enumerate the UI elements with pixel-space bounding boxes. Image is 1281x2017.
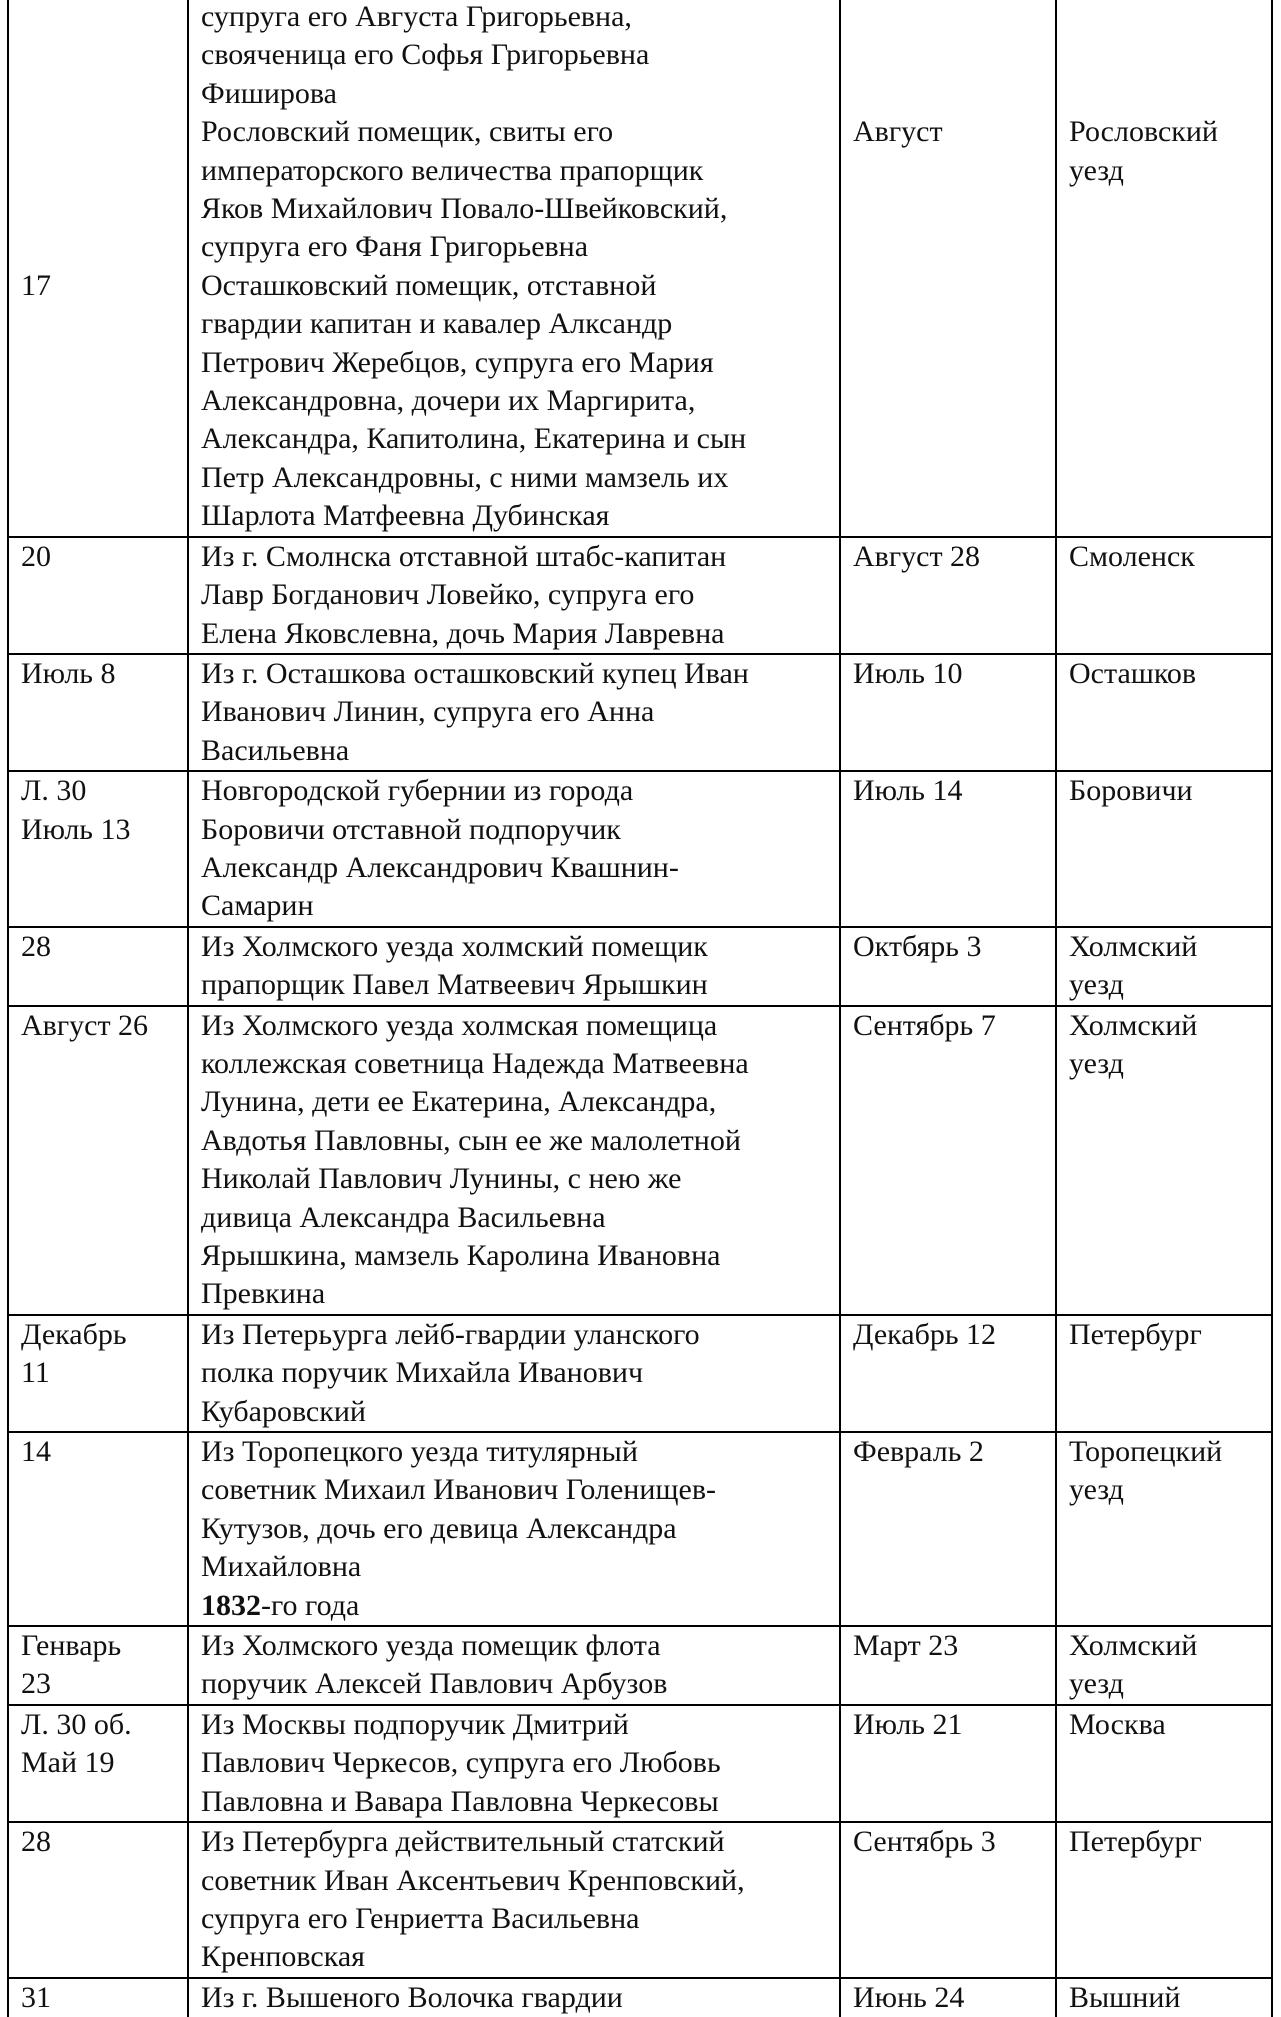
destination-cell: [1056, 654, 1272, 771]
traveller-description-line: Авдотья Павловны, сын ее же малолетной: [201, 1123, 741, 1157]
entry-date-line: Август 26: [21, 1008, 149, 1042]
traveller-description-line: Николай Павлович Лунины, с нею же: [201, 1162, 682, 1196]
traveller-description-line: Из г. Смолнска отставной штабс-капитан: [201, 539, 727, 573]
traveller-description-line: Рословский помещик, свиты его: [201, 115, 614, 149]
entry-date-cell: [8, 1432, 188, 1587]
traveller-description-line: советник Михаил Иванович Голенищев-: [201, 1473, 716, 1507]
traveller-description-line: Иванович Линин, супруга его Анна: [201, 695, 655, 729]
traveller-description-line: Кутузов, дочь его девица Александра: [201, 1511, 677, 1545]
destination-line: Вышний: [1069, 1980, 1181, 2014]
departure-date-cell: [840, 1315, 1056, 1432]
traveller-description-line: Яков Михайлович Повало-Швейковский,: [201, 192, 728, 226]
traveller-description-line: полка поручик Михайла Иванович: [201, 1356, 644, 1390]
traveller-description-cell: [188, 1432, 840, 1587]
traveller-description-line: Самарин: [201, 889, 314, 923]
destination-cell: [1056, 1822, 1272, 1978]
traveller-description-cell: [188, 267, 840, 537]
traveller-description-line: свояченица его Софья Григорьевна: [201, 38, 650, 72]
traveller-description-line: Лунина, дети ее Екатерина, Александра,: [201, 1085, 717, 1119]
traveller-description-line: Из г. Вышеного Волочка гвардии: [201, 1980, 623, 2014]
traveller-description-line: Осташковский помещик, отставной: [201, 268, 657, 302]
entry-date-line: Л. 30 об.: [21, 1707, 132, 1741]
traveller-description-line: супруга его Генриетта Васильевна: [201, 1901, 640, 1935]
table-row: [8, 1432, 1272, 1587]
traveller-description-line: советник Иван Аксентьевич Кренповский,: [201, 1863, 745, 1897]
entry-date-line: Июль 13: [21, 812, 131, 846]
traveller-description-cell: [188, 0, 840, 113]
departure-date-line: Март 23: [853, 1629, 959, 1663]
destination-line: уезд: [1069, 1473, 1124, 1507]
traveller-description-line: Из Холмского уезда холмская помещица: [201, 1008, 718, 1042]
traveller-description-line: Александровна, дочери их Маргирита,: [201, 384, 696, 418]
traveller-description-line: Превкина: [201, 1277, 326, 1311]
traveller-description-cell: [188, 537, 840, 654]
entry-date-line: 31: [21, 1980, 51, 2014]
entry-date-cell: [8, 1006, 188, 1315]
destination-line: Осташков: [1069, 656, 1197, 690]
traveller-description-line: прапорщик Павел Матвеевич Ярышкин: [201, 968, 708, 1002]
entry-date-line: Генварь: [21, 1629, 122, 1663]
traveller-description-line: коллежская советница Надежда Матвеевна: [201, 1046, 749, 1080]
traveller-description-line: Из Петерьурга лейб-гвардии уланского: [201, 1317, 700, 1351]
traveller-description-line: Кренповская: [201, 1940, 365, 1974]
destination-line: Холмский: [1069, 929, 1198, 963]
destination-line: Холмский: [1069, 1629, 1198, 1663]
destination-cell: [1056, 113, 1272, 267]
departure-date-cell: [840, 0, 1056, 113]
year-suffix: -го года: [261, 1588, 360, 1622]
traveller-description-line: Петр Александровны, с ними мамзель их: [201, 460, 729, 494]
destination-line: Рословский: [1069, 115, 1218, 149]
traveller-description-line: Васильевна: [201, 733, 350, 767]
traveller-description-cell: [188, 1978, 840, 2017]
register-body: [8, 0, 1272, 2017]
entry-date-line: 20: [21, 539, 51, 573]
year-number: 1832: [201, 1588, 261, 1622]
table-row: [8, 1822, 1272, 1978]
table-row: [8, 1705, 1272, 1822]
departure-date-cell: [840, 1432, 1056, 1587]
destination-cell: [1056, 1315, 1272, 1432]
destination-line: уезд: [1069, 153, 1124, 187]
traveller-description-cell: [188, 1315, 840, 1432]
entry-date-line: 28: [21, 929, 51, 963]
entry-date-cell: [8, 267, 188, 537]
departure-date-line: Февраль 2: [853, 1435, 984, 1469]
departure-date-cell: [840, 927, 1056, 1006]
destination-line: уезд: [1069, 1667, 1124, 1701]
traveller-description-line: гвардии капитан и кавалер Алксандр: [201, 307, 673, 341]
traveller-description-line: Павлович Черкесов, супруга его Любовь: [201, 1746, 721, 1780]
table-row: [8, 654, 1272, 771]
traveller-description-line: Елена Яковслевна, дочь Мария Лавревна: [201, 616, 725, 650]
traveller-description-cell: [188, 927, 840, 1006]
traveller-description-line: императорского величества прапорщик: [201, 153, 704, 187]
traveller-description-line: Ярышкина, мамзель Каролина Ивановна: [201, 1239, 721, 1272]
traveller-description-line: Шарлота Матфеевна Дубинская: [201, 499, 610, 533]
table-row: [8, 1978, 1272, 2017]
entry-date-line: Июль 8: [21, 656, 116, 690]
year-heading: [201, 1587, 831, 1625]
traveller-description-line: Александр Александрович Квашнин-: [201, 850, 679, 884]
destination-line: Москва: [1069, 1707, 1166, 1741]
destination-line: Смоленск: [1069, 539, 1195, 573]
departure-date-line: Июль 10: [853, 656, 963, 690]
traveller-description-line: Из Холмского уезда холмский помещик: [201, 929, 708, 963]
entry-date-line: 17: [21, 268, 51, 302]
departure-date-cell: [840, 1822, 1056, 1978]
table-row: [8, 0, 1272, 113]
entry-date-cell: [8, 1978, 188, 2017]
entry-date-cell: [8, 654, 188, 771]
travel-register-table: [7, 0, 1273, 2017]
traveller-description-line: Павловна и Вавара Павловна Черкесовы: [201, 1784, 719, 1818]
destination-cell: [1056, 267, 1272, 537]
destination-line: уезд: [1069, 968, 1124, 1002]
traveller-description-line: Фиширова: [201, 76, 337, 110]
traveller-description-cell: [188, 1822, 840, 1978]
table-row: [8, 1626, 1272, 1705]
table-row: [8, 927, 1272, 1006]
entry-date-line: 23: [21, 1667, 51, 1701]
destination-cell: [1056, 1432, 1272, 1587]
departure-date-cell: [840, 1587, 1056, 1626]
entry-date-line: 11: [21, 1356, 50, 1390]
entry-date-line: Декабрь: [21, 1317, 127, 1351]
entry-date-cell: [8, 771, 188, 927]
departure-date-cell: [840, 267, 1056, 537]
traveller-description-line: Из Москвы подпоручик Дмитрий: [201, 1707, 629, 1741]
entry-date-line: Май 19: [21, 1746, 115, 1780]
destination-line: уезд: [1069, 1046, 1124, 1080]
entry-date-cell: [8, 537, 188, 654]
destination-line: Петербург: [1069, 1317, 1202, 1351]
traveller-description-line: Петрович Жеребцов, супруга его Мария: [201, 345, 714, 379]
departure-date-line: Август 28: [853, 539, 981, 573]
departure-date-cell: [840, 771, 1056, 927]
traveller-description-line: поручик Алексей Павлович Арбузов: [201, 1667, 668, 1701]
destination-line: Торопецкий: [1069, 1435, 1223, 1469]
traveller-description-line: Из г. Осташкова осташковский купец Иван: [201, 656, 749, 690]
destination-line: Боровичи: [1069, 774, 1193, 808]
entry-date-cell: [8, 1587, 188, 1626]
traveller-description-cell: [188, 1587, 840, 1626]
entry-date-cell: [8, 1315, 188, 1432]
table-row: [8, 771, 1272, 927]
entry-date-line: 14: [21, 1435, 51, 1469]
departure-date-line: Июль 14: [853, 774, 963, 808]
departure-date-cell: [840, 654, 1056, 771]
departure-date-cell: [840, 1705, 1056, 1822]
departure-date-line: Сентябрь 3: [853, 1825, 996, 1859]
destination-cell: [1056, 1978, 1272, 2017]
traveller-description-line: Из Торопецкого уезда титулярный: [201, 1435, 638, 1469]
destination-line: Петербург: [1069, 1825, 1202, 1859]
departure-date-cell: [840, 537, 1056, 654]
entry-date-cell: [8, 927, 188, 1006]
destination-line: Холмский: [1069, 1008, 1198, 1042]
departure-date-cell: [840, 1626, 1056, 1705]
table-row: [8, 267, 1272, 537]
entry-date-line: 28: [21, 1825, 51, 1859]
traveller-description-line: Боровичи отставной подпоручик: [201, 812, 621, 846]
traveller-description-cell: [188, 113, 840, 267]
traveller-description-line: Новгородской губернии из города: [201, 774, 634, 808]
traveller-description-line: Кубаровский: [201, 1394, 366, 1428]
table-row: [8, 1587, 1272, 1626]
destination-cell: [1056, 1006, 1272, 1315]
departure-date-line: Август: [853, 115, 943, 149]
traveller-description-line: Михайловна: [201, 1550, 362, 1584]
destination-cell: [1056, 1587, 1272, 1626]
traveller-description-cell: [188, 654, 840, 771]
departure-date-cell: [840, 1006, 1056, 1315]
traveller-description-cell: [188, 1705, 840, 1822]
entry-date-line: Л. 30: [21, 774, 87, 808]
departure-date-cell: [840, 1978, 1056, 2017]
departure-date-cell: [840, 113, 1056, 267]
traveller-description-line: супруга его Фаня Григорьевна: [201, 230, 589, 264]
destination-cell: [1056, 0, 1272, 113]
destination-cell: [1056, 1705, 1272, 1822]
departure-date-line: Декабрь 12: [853, 1317, 997, 1351]
entry-date-cell: [8, 113, 188, 267]
traveller-description-cell: [188, 1626, 840, 1705]
traveller-description-cell: [188, 1006, 840, 1315]
table-row: [8, 1315, 1272, 1432]
table-row: [8, 113, 1272, 267]
table-row: [8, 537, 1272, 654]
entry-date-cell: [8, 1626, 188, 1705]
departure-date-line: Июнь 24: [853, 1980, 965, 2014]
entry-date-cell: [8, 0, 188, 113]
destination-cell: [1056, 927, 1272, 1006]
traveller-description-line: Из Холмского уезда помещик флота: [201, 1629, 661, 1663]
traveller-description-line: Лавр Богданович Ловейко, супруга его: [201, 578, 695, 612]
traveller-description-line: супруга его Августа Григорьевна,: [201, 0, 632, 33]
traveller-description-line: дивица Александра Васильевна: [201, 1200, 606, 1234]
destination-cell: [1056, 771, 1272, 927]
destination-cell: [1056, 537, 1272, 654]
entry-date-cell: [8, 1705, 188, 1822]
departure-date-line: Сентябрь 7: [853, 1008, 996, 1042]
departure-date-line: Июль 21: [853, 1707, 963, 1741]
departure-date-line: Октбярь 3: [853, 929, 982, 963]
destination-cell: [1056, 1626, 1272, 1705]
entry-date-cell: [8, 1822, 188, 1978]
traveller-description-cell: [188, 771, 840, 927]
traveller-description-line: Александра, Капитолина, Екатерина и сын: [201, 422, 747, 456]
table-row: [8, 1006, 1272, 1315]
traveller-description-line: Из Петербурга действительный статский: [201, 1825, 725, 1859]
